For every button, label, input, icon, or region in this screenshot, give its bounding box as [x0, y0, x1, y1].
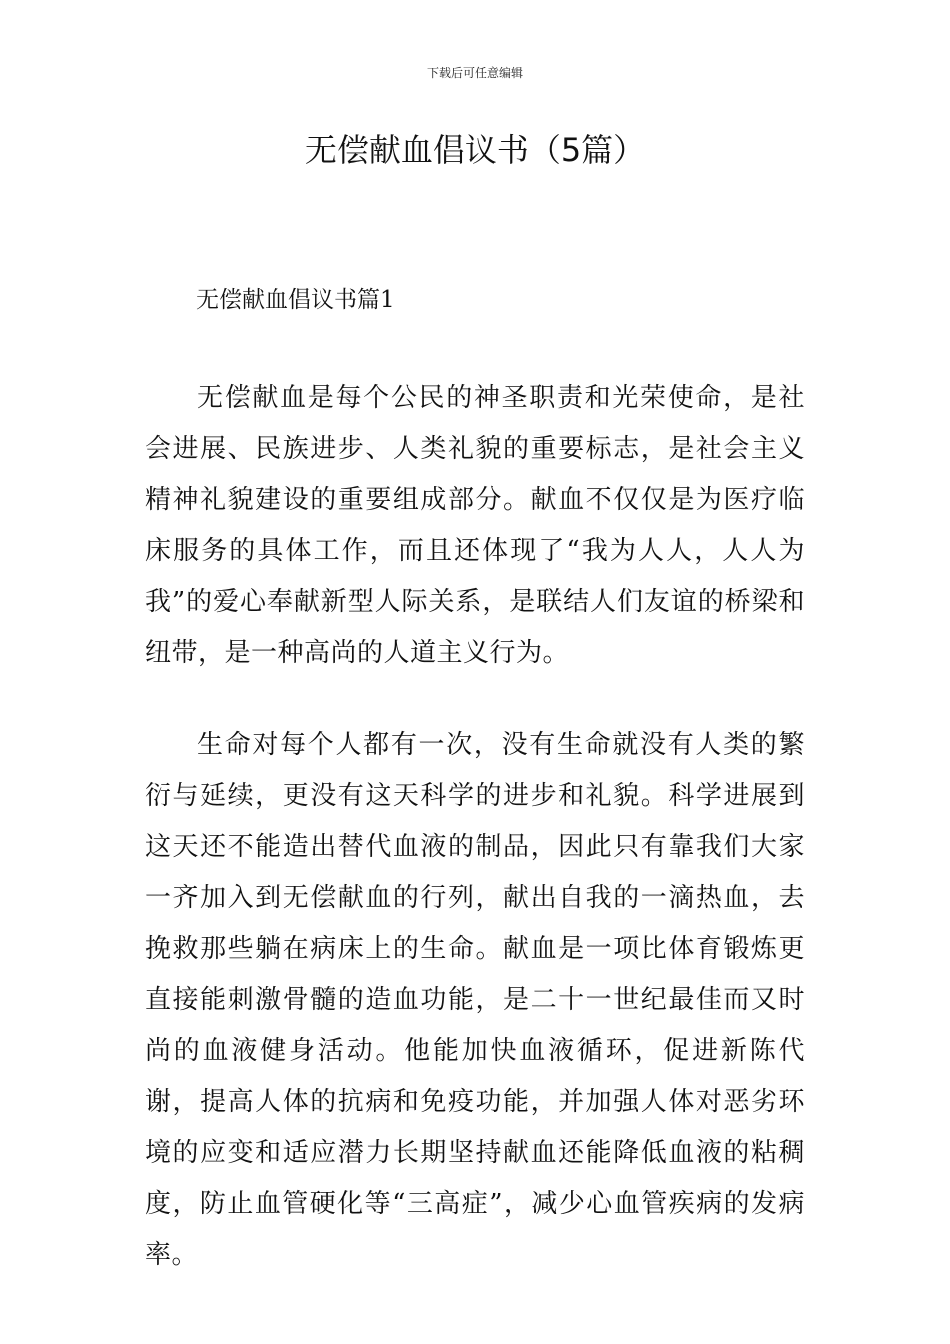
paragraph-2: 生命对每个人都有一次，没有生命就没有人类的繁衍与延续，更没有这天科学的进步和礼貌。科学进展到这天还不能造出替代血液的制品，因此只有靠我们大家一齐加入到无偿献血的行列，献出自我的一滴热血，去挽救那些躺在病床上的生命。献血是一项比体育锻炼更直接能刺激骨髓的造血功能，是二十一世纪最佳而又时尚的血液健身活动。他能加快血液循环，促进新陈代谢，提高人体的抗病和免疫功能，并加强人体对恶劣环境的应变和适应潜力长期坚持献血还能降低血液的粘稠度，防止血管硬化等“三高症”，减少心血管疾病的发病率。 — [145, 730, 805, 1270]
header-note: 下载后可任意编辑 — [426, 66, 523, 80]
paragraph-1: 无偿献血是每个公民的神圣职责和光荣使命，是社会进展、民族进步、人类礼貌的重要标志，是社会主义精神礼貌建设的重要组成部分。献血不仅仅是为医疗临床服务的具体工作，而且还体现了“我为人人，人人为我”的爱心奉献新型人际关系，是联结人们友谊的桥梁和纽带，是一种高尚的人道主义行为。 — [145, 383, 805, 668]
section-heading: 无偿献血倡议书篇1 — [196, 287, 395, 313]
document-title: 无偿献血倡议书（5篇） — [304, 131, 646, 169]
